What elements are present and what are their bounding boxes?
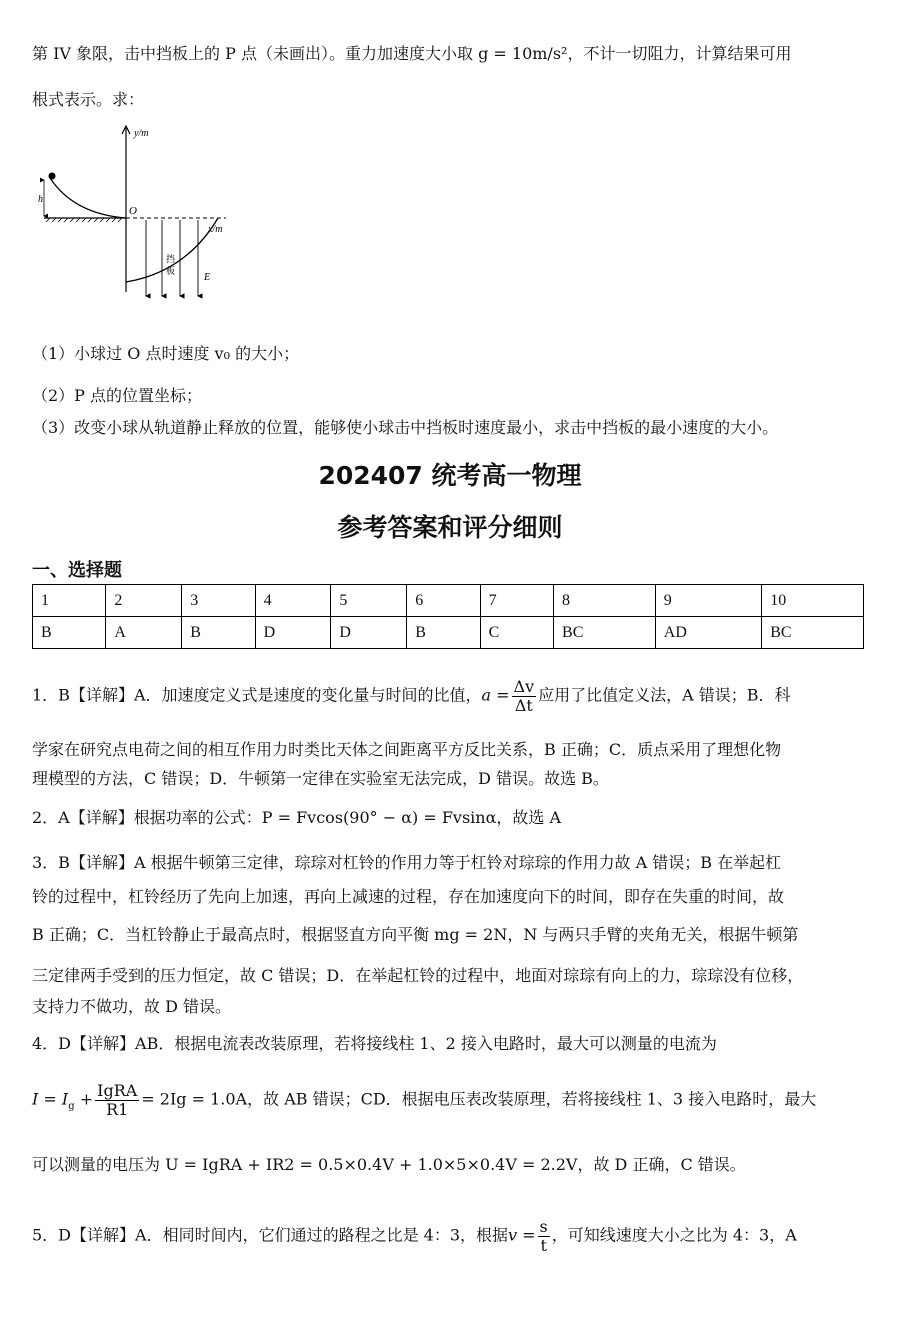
table-cell: 3: [182, 585, 255, 617]
ball-icon: [49, 173, 56, 180]
height-label: h: [38, 194, 43, 205]
table-cell: 10: [762, 585, 864, 617]
question-3: （3）改变小球从轨道静止释放的位置，能够使小球击中挡板时速度最小，求击中挡板的最小速度的大小。: [32, 418, 779, 437]
baffle-label-1: 挡: [166, 254, 176, 264]
baffle-label-2: 板: [166, 266, 176, 276]
table-cell: B: [33, 617, 106, 649]
table-cell: 5: [331, 585, 407, 617]
table-cell: 2: [106, 585, 182, 617]
track-field-diagram: [36, 122, 236, 312]
explanation-2: 2．A【详解】根据功率的公式：P = Fvcos(90° − α) = Fvsinα，故选 A: [32, 808, 562, 827]
explanation-3-line-1: 3．B【详解】A 根据牛顿第三定律，琮琮对杠铃的作用力等于杠铃对琮琮的作用力故 A 错误；B 在举起杠: [32, 853, 782, 872]
table-row-numbers: [33, 585, 864, 617]
explanation-5-line-1: 5．D【详解】A．相同时间内，它们通过的路程之比是 4：3，根据v = $\frac{s}{t}$ ，可知线速度大小之比为 4：3，A: [32, 1217, 797, 1255]
table-cell: C: [480, 617, 553, 649]
section-heading-choice: 一、选择题: [32, 560, 122, 581]
table-row-answers: [33, 617, 864, 649]
explanation-3-line-2: 铃的过程中，杠铃经历了先向上加速，再向上减速的过程，存在加速度向下的时间，即存在失重的时间，故: [32, 887, 785, 906]
table-cell: AD: [655, 617, 761, 649]
field-label: E: [204, 272, 211, 283]
table-cell: 9: [655, 585, 761, 617]
problem-line-1: 第 IV 象限，击中挡板上的 P 点（未画出）。重力加速度大小取 g = 10m/s²，不计一切阻力，计算结果可用: [32, 44, 792, 63]
origin-label: O: [129, 205, 137, 217]
table-cell: BC: [762, 617, 864, 649]
question-2: （2）P 点的位置坐标；: [32, 386, 203, 405]
formula-fraction: $\frac{\Delta v}{\Delta t}$: [513, 677, 535, 715]
answer-key-subtitle: 参考答案和评分细则: [337, 513, 563, 542]
explanation-3-line-3: B 正确；C．当杠铃静止于最高点时，根据竖直方向平衡 mg = 2N，N 与两只手臂的夹角无关，根据牛顿第: [32, 925, 799, 944]
problem-figure: [36, 122, 236, 316]
table-cell: D: [255, 617, 331, 649]
explanation-3-line-4: 三定律两手受到的压力恒定，故 C 错误；D．在举起杠铃的过程中，地面对琮琮有向上的力，琮琮没有位移，: [32, 966, 804, 985]
answer-key-title: 202407 统考高一物理: [318, 461, 582, 490]
question-1: （1）小球过 O 点时速度 v₀ 的大小；: [32, 344, 300, 363]
explanation-1-line-1: 1．B【详解】A．加速度定义式是速度的变化量与时间的比值，a = $\frac{\Delta v}{\Delta t}$ 应用了比值定义法，A 错误；B．科: [32, 677, 791, 715]
explanation-4-line-3: 可以测量的电压为 U = IgRA + IR2 = 0.5×0.4V + 1.0×5×0.4V = 2.2V，故 D 正确，C 错误。: [32, 1155, 746, 1174]
explanation-4-line-1: 4．D【详解】AB．根据电流表改装原理，若将接线柱 1、2 接入电路时，最大可以测量的电流为: [32, 1034, 717, 1053]
explanation-1-line-2: 学家在研究点电荷之间的相互作用力时类比天体之间距离平方反比关系，B 正确；C．质点采用了理想化物: [32, 740, 782, 759]
table-cell: 6: [407, 585, 480, 617]
problem-line-2: 根式表示。求：: [32, 90, 145, 109]
table-cell: 4: [255, 585, 331, 617]
ground-hatching: [46, 218, 122, 222]
explanation-3-line-5: 支持力不做功，故 D 错误。: [32, 997, 232, 1016]
formula-fraction: $\frac{s}{t}$: [539, 1217, 548, 1255]
x-axis-label: x/m: [208, 224, 223, 235]
table-cell: B: [182, 617, 255, 649]
table-cell: A: [106, 617, 182, 649]
table-cell: BC: [554, 617, 656, 649]
explanation-1-line-3: 理模型的方法，C 错误；D．牛顿第一定律在实验室无法完成，D 错误。故选 B。: [32, 769, 609, 788]
table-cell: B: [407, 617, 480, 649]
table-cell: 8: [554, 585, 656, 617]
table-cell: D: [331, 617, 407, 649]
table-cell: 7: [480, 585, 553, 617]
explanation-4-line-2: $I = I_g$ + $\frac{\text{IgRA}}{R1}$ = 2Ig = 1.0A，故 AB 错误；CD．根据电压表改装原理，若将接线柱 1、3 接入电路时，最大: [32, 1081, 817, 1119]
y-axis-label: y/m: [134, 128, 149, 139]
curved-track: [50, 178, 126, 218]
answer-table: [32, 584, 864, 649]
formula-fraction: $\frac{\text{IgRA}}{R1}$: [97, 1081, 138, 1119]
table-cell: 1: [33, 585, 106, 617]
